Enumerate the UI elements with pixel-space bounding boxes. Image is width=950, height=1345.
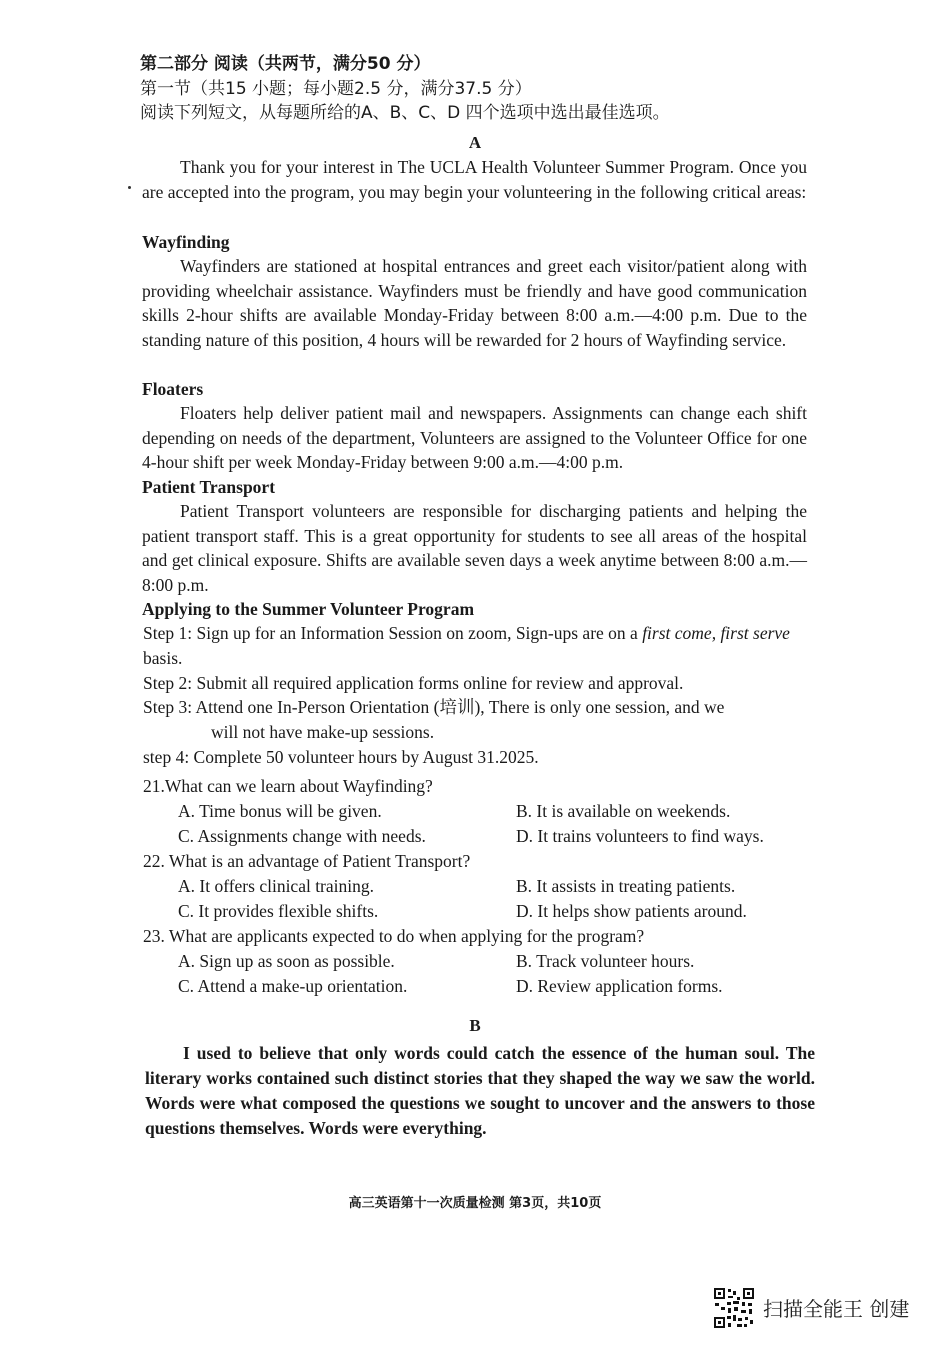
step-1-text-b: basis.	[143, 647, 183, 668]
step-3-text-a: Step 3: Attend one In-Person Orientation (培训), There is only one session, and we	[143, 697, 725, 717]
q23-option-c: C. Attend a make-up orientation.	[178, 976, 408, 996]
transport-paragraph: Patient Transport volunteers are responsible for discharging patients and helping the patient transport staff. This is a great opportunity for students to see all areas of the hospital and get clinical exposure. Shifts are available seven days a week anytime between 8:00 a.m.—8:00 p.m.	[142, 501, 807, 595]
transport-title: Patient Transport	[142, 477, 276, 497]
section-heading: 第一节（共15 小题；每小题2.5 分，满分37.5 分）	[140, 79, 532, 99]
intro-paragraph: Thank you for your interest in The UCLA Health Volunteer Summer Program. Once you are accepted into the program, you may begin your volunteering in the following critical areas:	[142, 157, 807, 202]
page-footer: 高三英语第十一次质量检测 第3页，共10页	[348, 1196, 602, 1211]
step-3-text-b: will not have make-up sessions.	[211, 721, 435, 742]
q23-option-a: A. Sign up as soon as possible.	[178, 951, 395, 971]
instruction: 阅读下列短文，从每题所给的A、B、C、D 四个选项中选出最佳选项。	[140, 103, 670, 123]
transport-block	[142, 499, 807, 597]
question-22: 22. What is an advantage of Patient Transport?	[143, 851, 471, 871]
step-1-text-a: Step 1: Sign up for an Information Session on zoom, Sign-ups are on a	[143, 623, 643, 643]
q22-option-b: B. It assists in treating patients.	[516, 876, 736, 896]
passage-b-paragraph: I used to believe that only words could catch the essence of the human soul. The literary works contained such distinct stories that they shaped the way we saw the world. Words were what composed the questions we sought to uncover and the answers to those questions themselves. Words were everything.	[145, 1043, 815, 1138]
wayfinding-block	[142, 254, 807, 352]
passage-b-block	[145, 1041, 815, 1141]
q23-option-b: B. Track volunteer hours.	[516, 951, 695, 971]
step-4: step 4: Complete 50 volunteer hours by August 31.2025.	[143, 747, 539, 767]
step-3	[143, 695, 811, 744]
passage-a-intro	[142, 155, 807, 204]
applying-title: Applying to the Summer Volunteer Program	[142, 599, 475, 619]
question-23: 23. What are applicants expected to do when applying for the program?	[143, 926, 645, 946]
step-1-italic: first come, first serve	[642, 623, 790, 643]
q23-option-d: D. Review application forms.	[516, 976, 723, 996]
passage-a-label: A	[468, 133, 482, 152]
scanner-watermark: 扫描全能王 创建	[763, 1297, 910, 1321]
passage-b-label: B	[469, 1016, 481, 1035]
q21-option-b: B. It is available on weekends.	[516, 801, 731, 821]
wayfinding-title: Wayfinding	[142, 232, 230, 252]
q21-option-d: D. It trains volunteers to find ways.	[516, 826, 764, 846]
q21-option-a: A. Time bonus will be given.	[178, 801, 382, 821]
q22-option-a: A. It offers clinical training.	[178, 876, 375, 896]
part-heading: 第二部分 阅读（共两节，满分50 分）	[140, 54, 431, 74]
step-2: Step 2: Submit all required application forms online for review and approval.	[143, 673, 684, 693]
step-1	[143, 621, 811, 670]
floaters-title: Floaters	[142, 379, 204, 399]
question-21: 21.What can we learn about Wayfinding?	[143, 776, 433, 796]
q22-option-c: C. It provides flexible shifts.	[178, 901, 379, 921]
q21-option-c: C. Assignments change with needs.	[178, 826, 426, 846]
floaters-paragraph: Floaters help deliver patient mail and newspapers. Assignments can change each shift depending on needs of the department, Volunteers are assigned to the Volunteer Office for one 4-hour shift per week Monday-Friday between 9:00 a.m.—4:00 p.m.	[142, 403, 807, 472]
wayfinding-paragraph: Wayfinders are stationed at hospital entrances and greet each visitor/patient along with providing wheelchair assistance. Wayfinders must be friendly and have good communication skills 2-hour shifts are available Monday-Friday between 8:00 a.m.—4:00 p.m. Due to the standing nature of this position, 4 hours will be rewarded for 2 hours of Wayfinding service.	[142, 256, 807, 350]
floaters-block	[142, 401, 807, 475]
scan-speck	[128, 186, 131, 189]
qr-code-icon	[713, 1287, 755, 1329]
q22-option-d: D. It helps show patients around.	[516, 901, 747, 921]
